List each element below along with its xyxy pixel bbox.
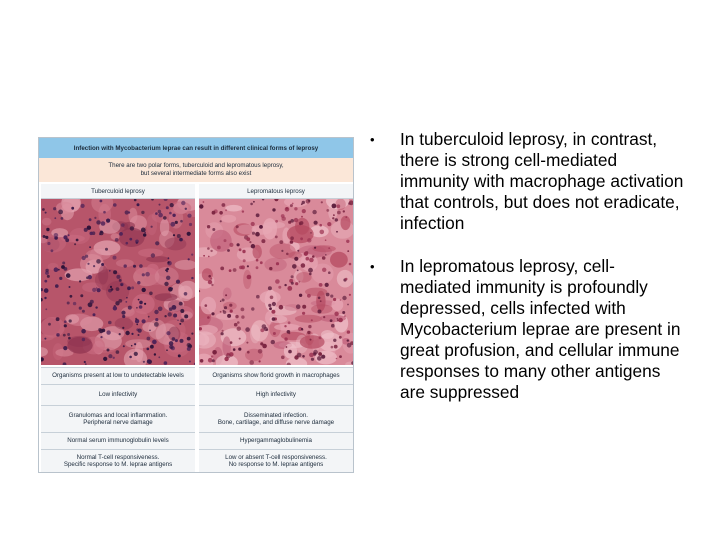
tuberculoid-tcell: Normal T-cell responsiveness. Specific response to M. leprae antigens bbox=[41, 449, 195, 472]
bullet-list bbox=[364, 129, 684, 425]
lepromatous-title: Lepromatous leprosy bbox=[199, 184, 353, 199]
lepromatous-infectivity: High infectivity bbox=[199, 384, 353, 405]
lepromatous-immunoglobulin: Hypergammaglobulinemia bbox=[199, 432, 353, 449]
lepromatous-pathology: Disseminated infection. Bone, cartilage, and diffuse nerve damage bbox=[199, 405, 353, 432]
lepromatous-organisms: Organisms show florid growth in macrophages bbox=[199, 367, 353, 384]
bullet-item-tuberculoid bbox=[364, 129, 684, 234]
tuberculoid-infectivity: Low infectivity bbox=[41, 384, 195, 405]
tuberculoid-micrograph bbox=[41, 199, 195, 365]
bullet-item-lepromatous bbox=[364, 256, 684, 403]
lepromatous-tcell: Low or absent T-cell responsiveness. No response to M. leprae antigens bbox=[199, 449, 353, 472]
tuberculoid-immunoglobulin: Normal serum immunoglobulin levels bbox=[41, 432, 195, 449]
lepromatous-micrograph bbox=[199, 199, 353, 365]
tuberculoid-title: Tuberculoid leprosy bbox=[41, 184, 195, 199]
bullet-dot-icon: • bbox=[370, 259, 375, 274]
bullet-text: In lepromatous leprosy, cell-mediated immunity is profoundly depressed, cells infected with Mycobacterium leprae are present in great profusion, and cellular immune responses to many other antigens are suppressed bbox=[400, 256, 681, 402]
figure-header: Infection with Mycobacterium leprae can result in different clinical forms of leprosy bbox=[39, 138, 353, 158]
leprosy-forms-figure bbox=[38, 137, 354, 473]
figure-subheader: There are two polar forms, tuberculoid and lepromatous leprosy, but several intermediate forms also exist bbox=[39, 158, 353, 182]
bullet-dot-icon: • bbox=[370, 132, 375, 147]
tuberculoid-organisms: Organisms present at low to undetectable levels bbox=[41, 367, 195, 384]
tuberculoid-pathology: Granulomas and local inflammation. Peripheral nerve damage bbox=[41, 405, 195, 432]
bullet-text: In tuberculoid leprosy, in contrast, there is strong cell-mediated immunity with macrophage activation that controls, but does not eradicate, infection bbox=[400, 129, 684, 233]
